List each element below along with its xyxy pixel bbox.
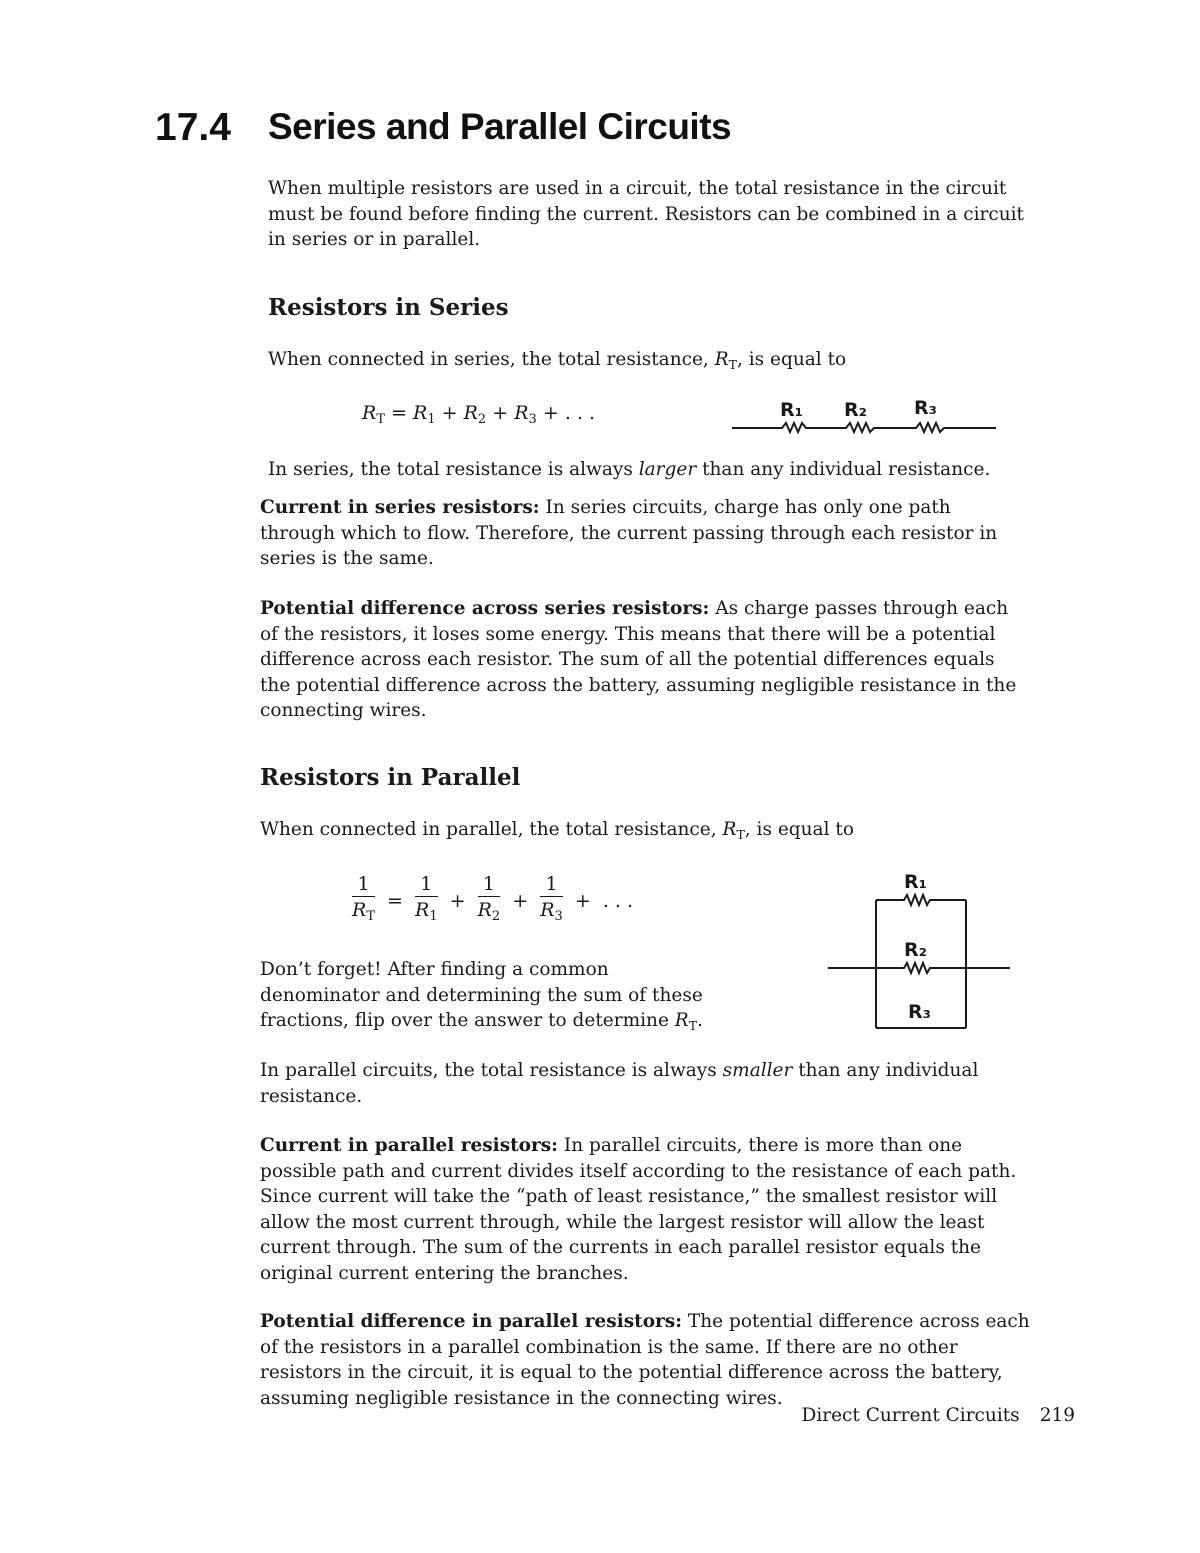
fraction-term-1-symbol: R: [415, 899, 430, 921]
series-label-r3: R₃: [914, 397, 937, 419]
fraction-term-1-sub: 1: [429, 909, 438, 924]
series-note-emphasis: larger: [638, 459, 697, 480]
fraction-lhs-sub: T: [366, 909, 375, 924]
formula-equals: =: [391, 402, 407, 424]
fraction-term-1-denominator: [415, 897, 438, 930]
formula-term-1-sub: 1: [427, 412, 436, 427]
fraction-term-3-numerator: 1: [540, 872, 563, 897]
parallel-plus-2: +: [512, 890, 529, 912]
footer-page-number: 219: [1039, 1405, 1075, 1426]
formula-term-3: R: [514, 402, 529, 424]
parallel-pd-paragraph: [260, 1309, 1030, 1411]
parallel-current-text: In parallel circuits, there is more than one possible path and current divides itself according to the resistance of each path. Since current will take the “path of least resistance,” the smallest resistor will allow the most current through, while the largest resistor will allow the least current through. The sum of the currents in each parallel resistor equals the original current entering the branches.: [260, 1135, 1017, 1284]
fraction-term-1: [415, 872, 438, 930]
parallel-lead-in-sub: T: [736, 827, 745, 842]
series-current-label: Current in series resistors:: [260, 497, 540, 518]
parallel-note: [260, 1058, 1020, 1109]
series-label-r1: R₁: [780, 399, 803, 421]
dont-forget-sub: T: [688, 1018, 698, 1034]
formula-ellipsis: . . .: [564, 402, 596, 424]
series-lead-in-text: When connected in series, the total resistance,: [268, 349, 709, 370]
parallel-lead-in-symbol: R: [722, 819, 737, 840]
series-pd-text: As charge passes through each of the resistors, it loses some energy. This means that there will be a potential difference across each resistor. The sum of all the potential differences equals the potential difference across the battery, assuming negligible resistance in the connecting wires.: [260, 598, 1017, 722]
series-pd-label: Potential difference across series resistors:: [260, 598, 710, 619]
fraction-term-3-sub: 3: [554, 909, 563, 924]
parallel-current-label: Current in parallel resistors:: [260, 1135, 558, 1156]
formula-lhs-sub: T: [376, 412, 385, 427]
parallel-pd-text: The potential difference across each of the resistors in a parallel combination is the same. If there are no other resistors in the circuit, it is equal to the potential difference across the battery, assuming negligible resistance in the connecting wires.: [260, 1311, 1030, 1409]
fraction-lhs-symbol: R: [352, 899, 367, 921]
parallel-note-emphasis: smaller: [722, 1060, 793, 1081]
parallel-current-paragraph: [260, 1133, 1030, 1287]
fraction-lhs-denominator: [352, 897, 375, 930]
intro-paragraph: When multiple resistors are used in a circuit, the total resistance in the circuit must be found before finding the current. Resistors can be combined in a circuit in series or in parallel.: [268, 178, 1024, 251]
fraction-term-1-numerator: 1: [415, 872, 438, 897]
section-number: 17.4: [155, 106, 231, 149]
formula-plus-3: +: [542, 402, 559, 424]
series-formula: [362, 402, 595, 427]
parallel-pd-label: Potential difference in parallel resistors:: [260, 1311, 683, 1332]
fraction-term-2-denominator: [478, 897, 501, 930]
formula-plus-1: +: [441, 402, 458, 424]
series-pd-paragraph: [260, 596, 1030, 724]
footer-chapter: Direct Current Circuits: [801, 1405, 1020, 1426]
parallel-label-r3: R₃: [908, 1001, 931, 1023]
dont-forget-text: Don’t forget! After finding a common denominator and determining the sum of these fractions, flip over the answer to determine: [260, 959, 703, 1032]
formula-term-2: R: [463, 402, 478, 424]
fraction-term-3-symbol: R: [540, 899, 555, 921]
parallel-lead-in-tail: , is equal to: [744, 819, 854, 840]
parallel-formula: [352, 872, 639, 930]
dont-forget-symbol: R: [674, 1010, 689, 1032]
series-lead-in-symbol: R: [714, 349, 729, 370]
series-current-paragraph: [260, 495, 1030, 572]
parallel-note-post: than any individual resistance.: [260, 1060, 979, 1107]
parallel-note-pre: In parallel circuits, the total resistance is always: [260, 1060, 717, 1081]
series-current-text: In series circuits, charge has only one path through which to flow. Therefore, the current passing through each resistor in series is the same.: [260, 497, 998, 570]
parallel-label-r1: R₁: [904, 871, 927, 893]
parallel-plus-3: +: [574, 890, 591, 912]
fraction-term-2: [478, 872, 501, 930]
parallel-ellipsis: . . .: [602, 890, 634, 912]
fraction-lhs-numerator: 1: [352, 872, 375, 897]
section-title: Series and Parallel Circuits: [268, 106, 732, 147]
fraction-lhs: [352, 872, 375, 930]
series-heading: Resistors in Series: [268, 294, 509, 321]
fraction-term-2-numerator: 1: [478, 872, 501, 897]
fraction-term-3-denominator: [540, 897, 563, 930]
formula-term-1: R: [413, 402, 428, 424]
formula-term-3-sub: 3: [528, 412, 537, 427]
formula-term-2-sub: 2: [477, 412, 487, 427]
page-footer: [801, 1405, 1075, 1426]
parallel-heading: Resistors in Parallel: [260, 764, 521, 791]
parallel-circuit-diagram: [826, 866, 1016, 1036]
fraction-term-2-symbol: R: [477, 899, 492, 921]
dont-forget-tail: .: [697, 1010, 703, 1032]
series-note-pre: In series, the total resistance is always: [268, 459, 633, 480]
series-note: [268, 457, 990, 483]
parallel-plus-1: +: [449, 890, 466, 912]
series-note-post: than any individual resistance.: [702, 459, 991, 480]
formula-plus-2: +: [492, 402, 509, 424]
parallel-lead-in: [260, 817, 854, 848]
parallel-equals: =: [387, 890, 403, 912]
series-wire-path: [732, 423, 996, 432]
dont-forget-paragraph: [260, 957, 730, 1039]
parallel-label-r2: R₂: [904, 939, 927, 961]
formula-lhs: R: [362, 402, 377, 424]
series-lead-in-tail: , is equal to: [736, 349, 847, 370]
fraction-term-2-sub: 2: [491, 909, 501, 924]
series-label-r2: R₂: [844, 399, 867, 421]
fraction-term-3: [540, 872, 563, 930]
parallel-lead-in-text: When connected in parallel, the total resistance,: [260, 819, 717, 840]
series-lead-in: [268, 347, 846, 378]
series-circuit-diagram: [728, 390, 1000, 440]
series-lead-in-sub: T: [728, 357, 737, 372]
